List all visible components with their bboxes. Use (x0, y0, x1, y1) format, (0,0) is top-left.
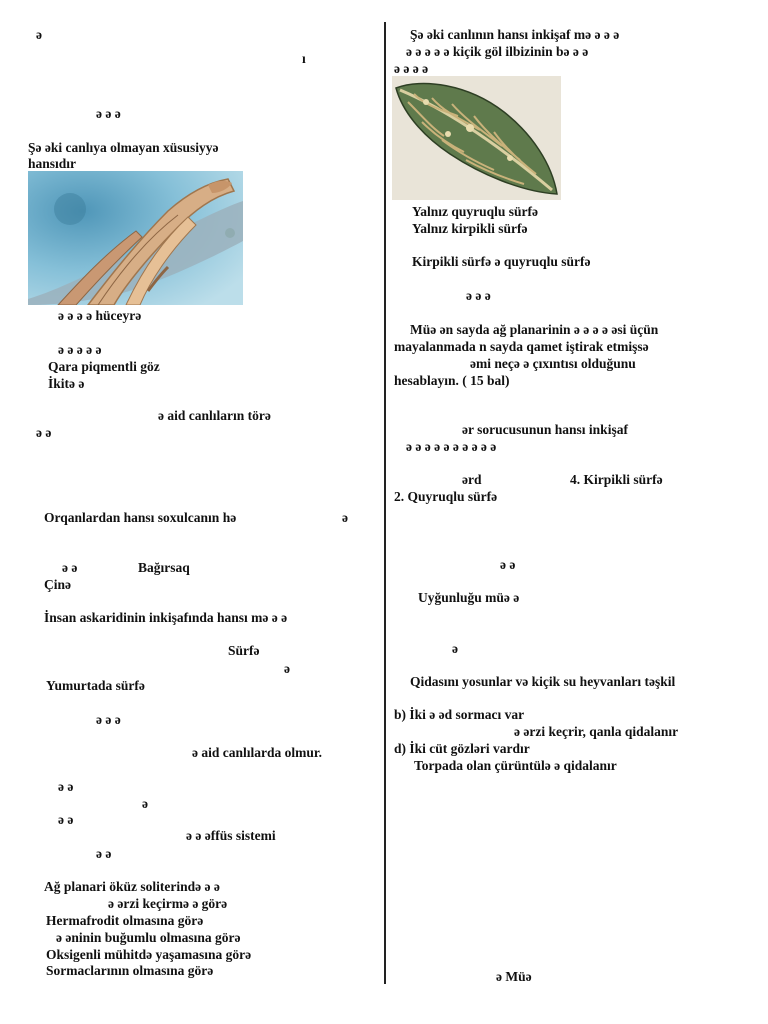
column-divider (384, 22, 386, 984)
text-line: ə (36, 27, 42, 42)
text-line: ə (284, 661, 290, 676)
question-text: mayalanmada n sayda qamet iştirak etmişsə (394, 339, 649, 354)
question-text: İnsan askaridinin inkişafında hansı mə ə ə (44, 610, 288, 625)
answer-option: Bağırsaq (138, 560, 190, 575)
answer-option: Yalnız quyruqlu sürfə (412, 204, 539, 219)
question-text: hesablayın. ( 15 bal) (394, 373, 510, 388)
answer-option: Oksigenli mühitdə yaşamasına görə (46, 947, 252, 962)
answer-option: ə ərzi keçrir, qanla qidalanır (514, 724, 679, 739)
text-line: ə (142, 796, 148, 811)
question-text: Orqanlardan hansı soxulcanın hə (44, 510, 237, 525)
answer-option: Çinə (44, 577, 71, 592)
answer-option: 4. Kirpikli sürfə (570, 472, 663, 487)
question-text: hansıdır (28, 156, 77, 171)
question-text: ə ə ə ə ə kiçik göl ilbizinin bə ə ə (406, 44, 589, 59)
text-line: ə ə ə ə ə (58, 342, 102, 357)
question-text: ə aid canlılarda olmur. (192, 745, 323, 760)
text-line: ə Müə (496, 969, 532, 984)
answer-option: ə ə əffüs sistemi (186, 828, 276, 843)
answer-option: Sormaclarının olmasına görə (46, 963, 214, 978)
question-text: ər sorucusunun hansı inkişaf (462, 422, 628, 437)
text-line: ə ə ə (466, 288, 491, 303)
text-line: ə ə ə (96, 712, 121, 727)
answer-option: Sürfə (228, 643, 260, 658)
answer-option: Qara piqmentli göz (48, 359, 160, 374)
text-line: ə ə (36, 425, 52, 440)
answer-option: ərd (462, 472, 482, 487)
answer-option: 2. Quyruqlu sürfə (394, 489, 498, 504)
answer-option: ə əninin buğumlu olmasına görə (56, 930, 241, 945)
question-text: Şə əki canlının hansı inkişaf mə ə ə ə (410, 27, 620, 42)
answer-option: d) İki cüt gözləri vardır (394, 741, 530, 756)
tapeworm-illustration (28, 171, 243, 305)
text-line: ı (302, 51, 306, 66)
text-line: ə ə (62, 560, 78, 575)
question-text: ə aid canlıların törə (158, 408, 271, 423)
answer-option: Yumurtada sürfə (46, 678, 145, 693)
text-line: ə ə (58, 812, 74, 827)
answer-option: Kirpikli sürfə ə quyruqlu sürfə (412, 254, 591, 269)
question-text: Şə əki canlıya olmayan xüsusiyyə (28, 140, 219, 155)
answer-option: İkitə ə (48, 376, 85, 391)
text-line: ə ə (58, 779, 74, 794)
question-text: Müə ən sayda ağ planarinin ə ə ə ə əsi üçün (410, 322, 659, 337)
fluke-illustration (392, 76, 561, 200)
text-line: ə ə ə ə ə ə ə ə ə ə (406, 439, 497, 454)
answer-option: Torpada olan çürüntülə ə qidalanır (414, 758, 617, 773)
text-line: ə ə (500, 557, 516, 572)
answer-option: b) İki ə əd sormacı var (394, 707, 525, 722)
answer-option: Hermafrodit olmasına görə (46, 913, 204, 928)
text-line: ə (452, 641, 458, 656)
question-text: əmi neçə ə çıxıntısı olduğunu (470, 356, 636, 371)
answer-option: Yalnız kirpikli sürfə (412, 221, 528, 236)
text-line: ə ə ə ə hüceyrə (58, 308, 142, 323)
question-text: Uyğunluğu müə ə (418, 590, 520, 605)
question-text: ə ərzi keçirmə ə görə (108, 896, 228, 911)
question-text: Ağ planari öküz soliterində ə ə (44, 879, 220, 894)
text-line: ə (342, 510, 348, 525)
text-line: ə ə ə ə (394, 61, 429, 76)
text-line: ə ə ə (96, 106, 121, 121)
answer-option: Qidasını yosunlar və kiçik su heyvanları təşkil (410, 674, 676, 689)
text-line: ə ə (96, 846, 112, 861)
